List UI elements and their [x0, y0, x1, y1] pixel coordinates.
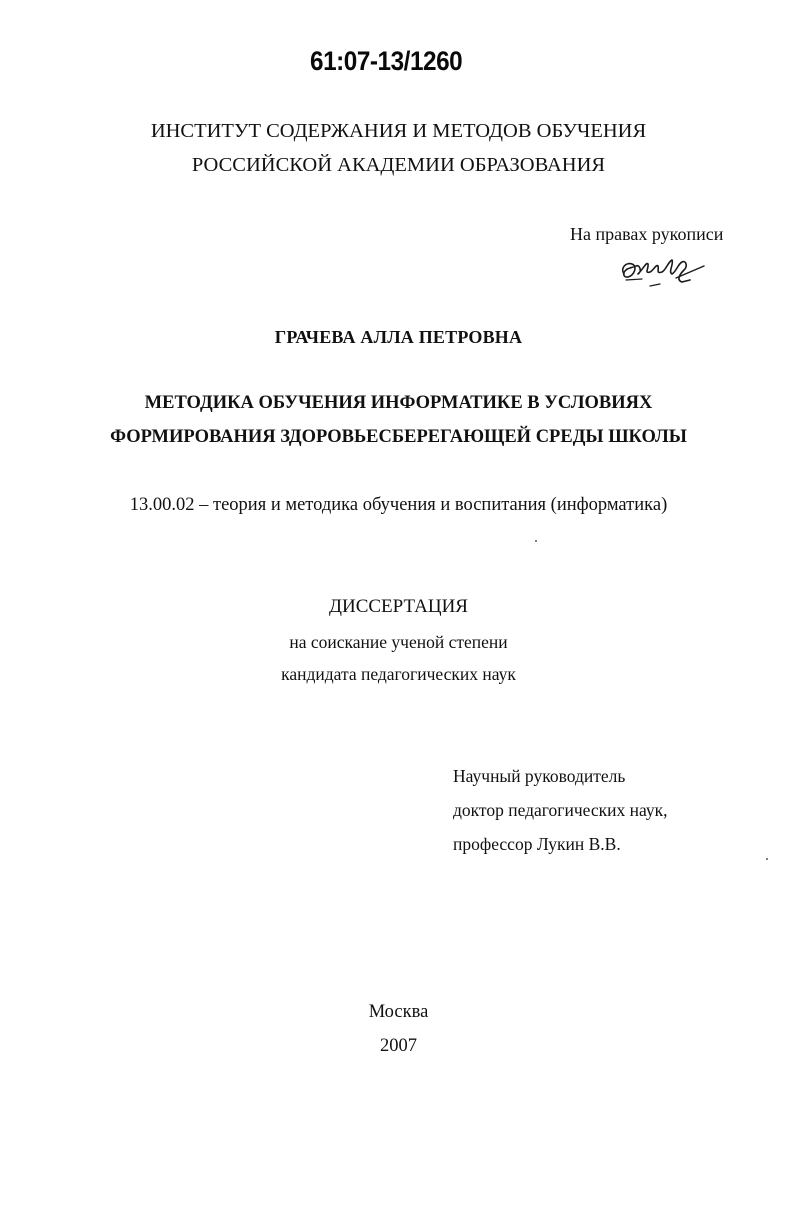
advisor-degree: доктор педагогических наук,	[453, 800, 668, 820]
author-name: ГРАЧЕВА АЛЛА ПЕТРОВНА	[274, 327, 523, 347]
year: 2007	[380, 1036, 417, 1056]
handwritten-signature	[616, 250, 706, 294]
dissertation-label: ДИССЕРТАЦИЯ	[329, 596, 468, 617]
city: Москва	[368, 1002, 429, 1022]
scan-speck	[535, 540, 537, 542]
scan-speck	[766, 858, 768, 860]
catalog-stamp: 61:07-13/1260	[310, 46, 463, 76]
rights-note: На правах рукописи	[570, 224, 724, 244]
advisor-role: Научный руководитель	[453, 766, 626, 786]
thesis-title-line-2: ФОРМИРОВАНИЯ ЗДОРОВЬЕСБЕРЕГАЮЩЕЙ СРЕДЫ ШКОЛЫ	[110, 427, 687, 447]
specialty-code: 13.00.02 – теория и методика обучения и воспитания (информатика)	[129, 495, 668, 515]
thesis-title-line-1: МЕТОДИКА ОБУЧЕНИЯ ИНФОРМАТИКЕ В УСЛОВИЯХ	[144, 393, 653, 413]
degree-line-1: на соискание ученой степени	[289, 632, 508, 652]
advisor-name: профессор Лукин В.В.	[453, 834, 621, 854]
degree-line-2: кандидата педагогических наук	[281, 664, 516, 684]
institution-line-2: РОССИЙСКОЙ АКАДЕМИИ ОБРАЗОВАНИЯ	[191, 154, 606, 176]
institution-line-1: ИНСТИТУТ СОДЕРЖАНИЯ И МЕТОДОВ ОБУЧЕНИЯ	[150, 120, 647, 142]
